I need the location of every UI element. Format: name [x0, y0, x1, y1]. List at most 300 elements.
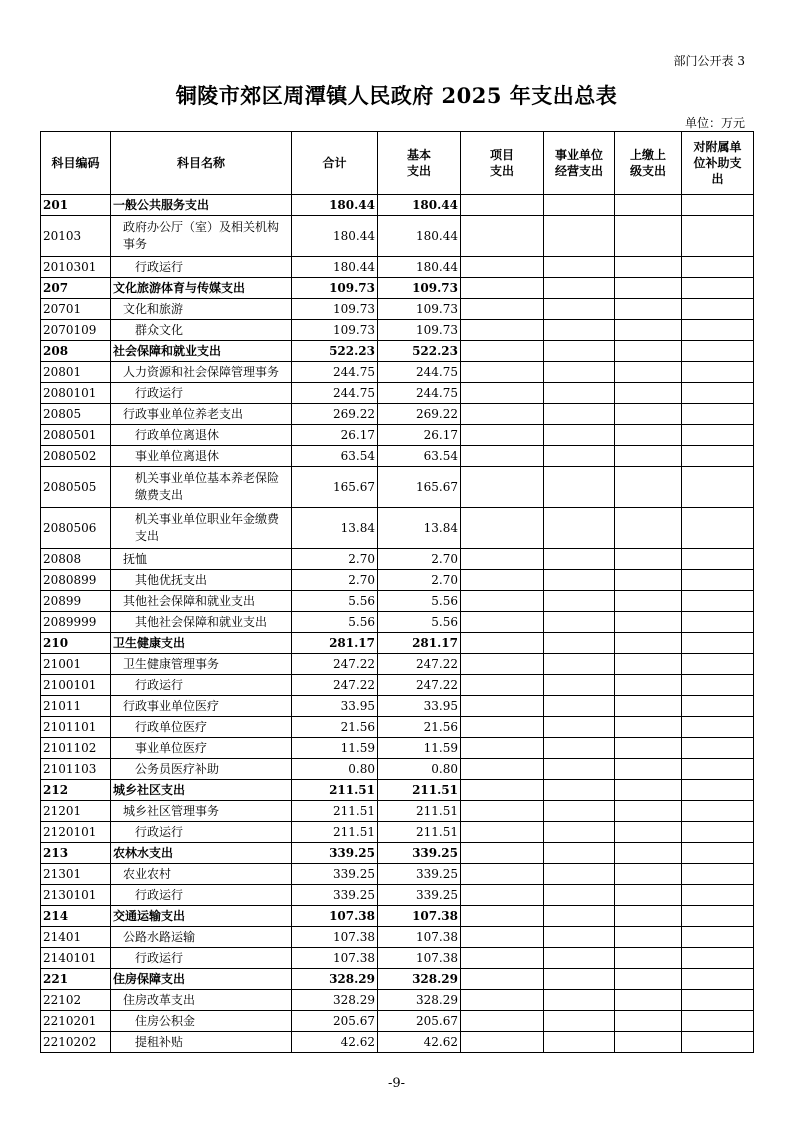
basic-expenditure-cell: 328.29 — [378, 969, 461, 990]
subject-code-cell: 2101102 — [41, 738, 111, 759]
total-cell: 107.38 — [292, 948, 378, 969]
subject-name-cell: 机关事业单位职业年金缴费支出 — [111, 508, 292, 549]
project-expenditure-cell — [461, 843, 544, 864]
subject-name-cell: 公务员医疗补助 — [111, 759, 292, 780]
page-number: -9- — [387, 1076, 406, 1091]
remit-superior-cell — [615, 1032, 682, 1053]
subject-code-cell: 221 — [41, 969, 111, 990]
subject-name-cell: 政府办公厅（室）及相关机构事务 — [111, 216, 292, 257]
remit-superior-cell — [615, 591, 682, 612]
subsidy-subordinate-cell — [682, 278, 754, 299]
total-cell: 109.73 — [292, 278, 378, 299]
total-cell: 339.25 — [292, 885, 378, 906]
total-cell: 328.29 — [292, 969, 378, 990]
project-expenditure-cell — [461, 425, 544, 446]
subject-name-cell: 行政运行 — [111, 948, 292, 969]
subsidy-subordinate-cell — [682, 591, 754, 612]
subject-name-cell: 行政运行 — [111, 675, 292, 696]
table-row — [41, 822, 754, 843]
subject-code-cell: 2080101 — [41, 383, 111, 404]
total-cell: 5.56 — [292, 612, 378, 633]
operating-expenditure-cell — [544, 801, 615, 822]
table-row — [41, 906, 754, 927]
project-expenditure-cell — [461, 990, 544, 1011]
table-row — [41, 425, 754, 446]
project-expenditure-cell — [461, 257, 544, 278]
subsidy-subordinate-cell — [682, 864, 754, 885]
project-expenditure-cell — [461, 341, 544, 362]
operating-expenditure-cell — [544, 508, 615, 549]
project-expenditure-cell — [461, 906, 544, 927]
subsidy-subordinate-cell — [682, 990, 754, 1011]
subject-name-cell: 机关事业单位基本养老保险缴费支出 — [111, 467, 292, 508]
remit-superior-cell — [615, 864, 682, 885]
subsidy-subordinate-cell — [682, 780, 754, 801]
subject-code-cell: 210 — [41, 633, 111, 654]
subject-code-cell: 20805 — [41, 404, 111, 425]
subject-code-cell: 20801 — [41, 362, 111, 383]
remit-superior-cell — [615, 278, 682, 299]
table-row — [41, 927, 754, 948]
subsidy-subordinate-cell — [682, 738, 754, 759]
table-row — [41, 969, 754, 990]
subsidy-subordinate-cell — [682, 759, 754, 780]
project-expenditure-cell — [461, 591, 544, 612]
total-cell: 21.56 — [292, 717, 378, 738]
subject-code-cell: 21201 — [41, 801, 111, 822]
table-row — [41, 633, 754, 654]
total-cell: 2.70 — [292, 549, 378, 570]
subsidy-subordinate-cell — [682, 320, 754, 341]
remit-superior-cell — [615, 927, 682, 948]
subject-code-cell: 2070109 — [41, 320, 111, 341]
remit-superior-cell — [615, 696, 682, 717]
project-expenditure-cell — [461, 278, 544, 299]
total-cell: 42.62 — [292, 1032, 378, 1053]
basic-expenditure-cell: 165.67 — [378, 467, 461, 508]
remit-superior-cell — [615, 612, 682, 633]
total-cell: 109.73 — [292, 299, 378, 320]
project-expenditure-cell — [461, 801, 544, 822]
table-row — [41, 446, 754, 467]
table-row — [41, 278, 754, 299]
subject-name-cell: 行政运行 — [111, 383, 292, 404]
project-expenditure-cell — [461, 885, 544, 906]
table-row — [41, 717, 754, 738]
basic-expenditure-cell: 211.51 — [378, 822, 461, 843]
table-number-label: 部门公开表 3 — [673, 54, 745, 68]
remit-superior-cell — [615, 383, 682, 404]
remit-superior-cell — [615, 257, 682, 278]
table-body — [41, 195, 754, 1053]
total-cell: 205.67 — [292, 1011, 378, 1032]
remit-superior-cell — [615, 216, 682, 257]
project-expenditure-cell — [461, 717, 544, 738]
subject-name-cell: 行政事业单位养老支出 — [111, 404, 292, 425]
remit-superior-cell — [615, 446, 682, 467]
column-header: 事业单位 经营支出 — [544, 132, 615, 195]
total-cell: 26.17 — [292, 425, 378, 446]
total-cell: 269.22 — [292, 404, 378, 425]
subsidy-subordinate-cell — [682, 341, 754, 362]
subject-code-cell: 2120101 — [41, 822, 111, 843]
table-row — [41, 990, 754, 1011]
basic-expenditure-cell: 107.38 — [378, 906, 461, 927]
project-expenditure-cell — [461, 1032, 544, 1053]
basic-expenditure-cell: 205.67 — [378, 1011, 461, 1032]
basic-expenditure-cell: 11.59 — [378, 738, 461, 759]
operating-expenditure-cell — [544, 717, 615, 738]
subject-code-cell: 21001 — [41, 654, 111, 675]
operating-expenditure-cell — [544, 1032, 615, 1053]
operating-expenditure-cell — [544, 278, 615, 299]
subsidy-subordinate-cell — [682, 404, 754, 425]
project-expenditure-cell — [461, 467, 544, 508]
operating-expenditure-cell — [544, 549, 615, 570]
operating-expenditure-cell — [544, 885, 615, 906]
total-cell: 180.44 — [292, 216, 378, 257]
table-row — [41, 570, 754, 591]
basic-expenditure-cell: 42.62 — [378, 1032, 461, 1053]
expenditure-table — [40, 131, 754, 1053]
subject-code-cell: 208 — [41, 341, 111, 362]
remit-superior-cell — [615, 341, 682, 362]
operating-expenditure-cell — [544, 467, 615, 508]
total-cell: 339.25 — [292, 864, 378, 885]
subject-code-cell: 21401 — [41, 927, 111, 948]
remit-superior-cell — [615, 549, 682, 570]
project-expenditure-cell — [461, 948, 544, 969]
basic-expenditure-cell: 5.56 — [378, 612, 461, 633]
subsidy-subordinate-cell — [682, 508, 754, 549]
basic-expenditure-cell: 244.75 — [378, 362, 461, 383]
subject-name-cell: 住房公积金 — [111, 1011, 292, 1032]
subject-code-cell: 20808 — [41, 549, 111, 570]
subject-name-cell: 一般公共服务支出 — [111, 195, 292, 216]
column-header: 科目名称 — [111, 132, 292, 195]
subject-name-cell: 文化旅游体育与传媒支出 — [111, 278, 292, 299]
subject-code-cell: 2100101 — [41, 675, 111, 696]
project-expenditure-cell — [461, 320, 544, 341]
operating-expenditure-cell — [544, 990, 615, 1011]
subject-name-cell: 抚恤 — [111, 549, 292, 570]
subsidy-subordinate-cell — [682, 299, 754, 320]
subject-name-cell: 其他社会保障和就业支出 — [111, 612, 292, 633]
project-expenditure-cell — [461, 759, 544, 780]
basic-expenditure-cell: 109.73 — [378, 299, 461, 320]
subsidy-subordinate-cell — [682, 654, 754, 675]
subsidy-subordinate-cell — [682, 675, 754, 696]
subject-code-cell: 2080502 — [41, 446, 111, 467]
subject-code-cell: 20701 — [41, 299, 111, 320]
basic-expenditure-cell: 26.17 — [378, 425, 461, 446]
project-expenditure-cell — [461, 696, 544, 717]
subject-code-cell: 2080506 — [41, 508, 111, 549]
total-cell: 211.51 — [292, 822, 378, 843]
column-header: 科目编码 — [41, 132, 111, 195]
table-row — [41, 801, 754, 822]
operating-expenditure-cell — [544, 216, 615, 257]
operating-expenditure-cell — [544, 591, 615, 612]
basic-expenditure-cell: 522.23 — [378, 341, 461, 362]
subsidy-subordinate-cell — [682, 822, 754, 843]
subsidy-subordinate-cell — [682, 633, 754, 654]
remit-superior-cell — [615, 906, 682, 927]
table-row — [41, 885, 754, 906]
column-header: 项目 支出 — [461, 132, 544, 195]
subject-name-cell: 行政运行 — [111, 257, 292, 278]
operating-expenditure-cell — [544, 1011, 615, 1032]
remit-superior-cell — [615, 425, 682, 446]
subject-code-cell: 214 — [41, 906, 111, 927]
subject-name-cell: 事业单位医疗 — [111, 738, 292, 759]
basic-expenditure-cell: 281.17 — [378, 633, 461, 654]
subsidy-subordinate-cell — [682, 216, 754, 257]
subject-code-cell: 201 — [41, 195, 111, 216]
subject-code-cell: 213 — [41, 843, 111, 864]
remit-superior-cell — [615, 759, 682, 780]
basic-expenditure-cell: 244.75 — [378, 383, 461, 404]
remit-superior-cell — [615, 780, 682, 801]
table-row — [41, 362, 754, 383]
basic-expenditure-cell: 109.73 — [378, 320, 461, 341]
basic-expenditure-cell: 0.80 — [378, 759, 461, 780]
table-row — [41, 549, 754, 570]
total-cell: 0.80 — [292, 759, 378, 780]
table-row — [41, 341, 754, 362]
project-expenditure-cell — [461, 1011, 544, 1032]
subject-name-cell: 行政单位离退休 — [111, 425, 292, 446]
basic-expenditure-cell: 247.22 — [378, 675, 461, 696]
project-expenditure-cell — [461, 612, 544, 633]
operating-expenditure-cell — [544, 969, 615, 990]
operating-expenditure-cell — [544, 843, 615, 864]
operating-expenditure-cell — [544, 696, 615, 717]
subsidy-subordinate-cell — [682, 446, 754, 467]
subsidy-subordinate-cell — [682, 906, 754, 927]
remit-superior-cell — [615, 299, 682, 320]
remit-superior-cell — [615, 508, 682, 549]
operating-expenditure-cell — [544, 927, 615, 948]
operating-expenditure-cell — [544, 320, 615, 341]
basic-expenditure-cell: 247.22 — [378, 654, 461, 675]
project-expenditure-cell — [461, 738, 544, 759]
subsidy-subordinate-cell — [682, 549, 754, 570]
subject-name-cell: 农业农村 — [111, 864, 292, 885]
basic-expenditure-cell: 339.25 — [378, 843, 461, 864]
operating-expenditure-cell — [544, 425, 615, 446]
operating-expenditure-cell — [544, 654, 615, 675]
basic-expenditure-cell: 339.25 — [378, 864, 461, 885]
total-cell: 165.67 — [292, 467, 378, 508]
operating-expenditure-cell — [544, 383, 615, 404]
table-row — [41, 257, 754, 278]
subject-name-cell: 行政运行 — [111, 822, 292, 843]
unit-label: 单位：万元 — [684, 116, 745, 130]
subject-code-cell: 20899 — [41, 591, 111, 612]
subject-name-cell: 农林水支出 — [111, 843, 292, 864]
operating-expenditure-cell — [544, 299, 615, 320]
subsidy-subordinate-cell — [682, 717, 754, 738]
total-cell: 13.84 — [292, 508, 378, 549]
basic-expenditure-cell: 109.73 — [378, 278, 461, 299]
subject-name-cell: 公路水路运输 — [111, 927, 292, 948]
basic-expenditure-cell: 211.51 — [378, 780, 461, 801]
subsidy-subordinate-cell — [682, 927, 754, 948]
total-cell: 247.22 — [292, 654, 378, 675]
table-row — [41, 508, 754, 549]
total-cell: 247.22 — [292, 675, 378, 696]
subject-name-cell: 住房改革支出 — [111, 990, 292, 1011]
basic-expenditure-cell: 328.29 — [378, 990, 461, 1011]
total-cell: 339.25 — [292, 843, 378, 864]
operating-expenditure-cell — [544, 675, 615, 696]
project-expenditure-cell — [461, 446, 544, 467]
operating-expenditure-cell — [544, 906, 615, 927]
project-expenditure-cell — [461, 362, 544, 383]
remit-superior-cell — [615, 990, 682, 1011]
subject-name-cell: 卫生健康管理事务 — [111, 654, 292, 675]
table-row — [41, 299, 754, 320]
column-header: 对附属单 位补助支 出 — [682, 132, 754, 195]
table-row — [41, 675, 754, 696]
subject-code-cell: 2010301 — [41, 257, 111, 278]
subject-name-cell: 卫生健康支出 — [111, 633, 292, 654]
remit-superior-cell — [615, 717, 682, 738]
operating-expenditure-cell — [544, 362, 615, 383]
subsidy-subordinate-cell — [682, 362, 754, 383]
basic-expenditure-cell: 180.44 — [378, 195, 461, 216]
operating-expenditure-cell — [544, 612, 615, 633]
project-expenditure-cell — [461, 195, 544, 216]
table-header-row — [41, 132, 754, 195]
operating-expenditure-cell — [544, 738, 615, 759]
project-expenditure-cell — [461, 864, 544, 885]
remit-superior-cell — [615, 1011, 682, 1032]
table-row — [41, 843, 754, 864]
project-expenditure-cell — [461, 570, 544, 591]
subject-name-cell: 城乡社区管理事务 — [111, 801, 292, 822]
subject-name-cell: 其他社会保障和就业支出 — [111, 591, 292, 612]
total-cell: 107.38 — [292, 927, 378, 948]
remit-superior-cell — [615, 675, 682, 696]
basic-expenditure-cell: 211.51 — [378, 801, 461, 822]
subsidy-subordinate-cell — [682, 425, 754, 446]
remit-superior-cell — [615, 654, 682, 675]
table-row — [41, 738, 754, 759]
project-expenditure-cell — [461, 216, 544, 257]
operating-expenditure-cell — [544, 948, 615, 969]
total-cell: 11.59 — [292, 738, 378, 759]
subject-code-cell: 2140101 — [41, 948, 111, 969]
basic-expenditure-cell: 339.25 — [378, 885, 461, 906]
remit-superior-cell — [615, 885, 682, 906]
table-row — [41, 759, 754, 780]
page-title: 铜陵市郊区周潭镇人民政府 2025 年支出总表 — [175, 83, 618, 108]
project-expenditure-cell — [461, 383, 544, 404]
subject-code-cell: 2080505 — [41, 467, 111, 508]
operating-expenditure-cell — [544, 195, 615, 216]
subsidy-subordinate-cell — [682, 383, 754, 404]
subsidy-subordinate-cell — [682, 696, 754, 717]
remit-superior-cell — [615, 633, 682, 654]
basic-expenditure-cell: 33.95 — [378, 696, 461, 717]
table-row — [41, 404, 754, 425]
table-row — [41, 216, 754, 257]
subsidy-subordinate-cell — [682, 612, 754, 633]
subject-name-cell: 人力资源和社会保障管理事务 — [111, 362, 292, 383]
subject-code-cell: 22102 — [41, 990, 111, 1011]
operating-expenditure-cell — [544, 570, 615, 591]
subject-name-cell: 提租补贴 — [111, 1032, 292, 1053]
table-row — [41, 696, 754, 717]
total-cell: 63.54 — [292, 446, 378, 467]
subsidy-subordinate-cell — [682, 467, 754, 508]
basic-expenditure-cell: 107.38 — [378, 927, 461, 948]
basic-expenditure-cell: 2.70 — [378, 549, 461, 570]
operating-expenditure-cell — [544, 341, 615, 362]
subject-code-cell: 2101103 — [41, 759, 111, 780]
operating-expenditure-cell — [544, 822, 615, 843]
remit-superior-cell — [615, 467, 682, 508]
operating-expenditure-cell — [544, 257, 615, 278]
operating-expenditure-cell — [544, 864, 615, 885]
table-row — [41, 591, 754, 612]
subsidy-subordinate-cell — [682, 948, 754, 969]
total-cell: 33.95 — [292, 696, 378, 717]
subsidy-subordinate-cell — [682, 195, 754, 216]
remit-superior-cell — [615, 320, 682, 341]
project-expenditure-cell — [461, 633, 544, 654]
total-cell: 328.29 — [292, 990, 378, 1011]
project-expenditure-cell — [461, 675, 544, 696]
subject-code-cell: 2210202 — [41, 1032, 111, 1053]
subsidy-subordinate-cell — [682, 570, 754, 591]
table-row — [41, 1032, 754, 1053]
basic-expenditure-cell: 2.70 — [378, 570, 461, 591]
table-row — [41, 654, 754, 675]
table-row — [41, 320, 754, 341]
subject-code-cell: 2210201 — [41, 1011, 111, 1032]
subject-name-cell: 群众文化 — [111, 320, 292, 341]
basic-expenditure-cell: 269.22 — [378, 404, 461, 425]
basic-expenditure-cell: 180.44 — [378, 216, 461, 257]
basic-expenditure-cell: 13.84 — [378, 508, 461, 549]
project-expenditure-cell — [461, 822, 544, 843]
project-expenditure-cell — [461, 780, 544, 801]
operating-expenditure-cell — [544, 404, 615, 425]
table-row — [41, 383, 754, 404]
remit-superior-cell — [615, 738, 682, 759]
project-expenditure-cell — [461, 927, 544, 948]
basic-expenditure-cell: 107.38 — [378, 948, 461, 969]
total-cell: 522.23 — [292, 341, 378, 362]
subject-code-cell: 2089999 — [41, 612, 111, 633]
table-row — [41, 1011, 754, 1032]
total-cell: 2.70 — [292, 570, 378, 591]
remit-superior-cell — [615, 948, 682, 969]
project-expenditure-cell — [461, 654, 544, 675]
subsidy-subordinate-cell — [682, 257, 754, 278]
subject-name-cell: 城乡社区支出 — [111, 780, 292, 801]
table-row — [41, 780, 754, 801]
column-header: 合计 — [292, 132, 378, 195]
table-row — [41, 467, 754, 508]
table-row — [41, 948, 754, 969]
subject-code-cell: 2080899 — [41, 570, 111, 591]
remit-superior-cell — [615, 843, 682, 864]
remit-superior-cell — [615, 969, 682, 990]
